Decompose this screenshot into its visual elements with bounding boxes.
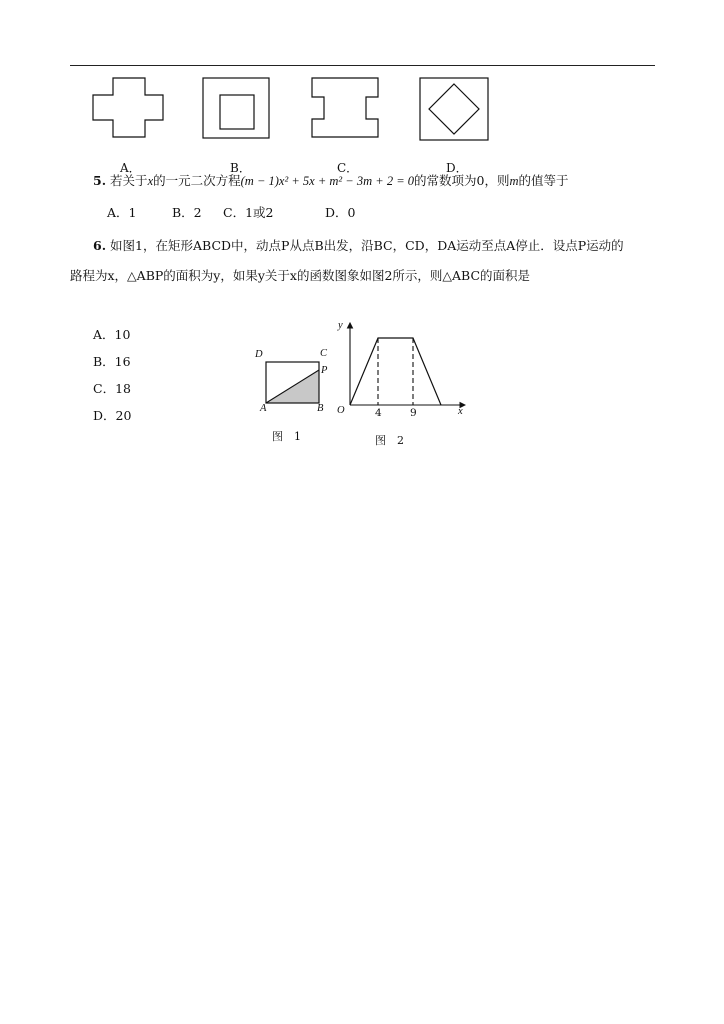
question-6-number: 6. xyxy=(93,238,107,253)
q6-choice-b: B．16 xyxy=(93,354,131,369)
tick-label-4: 4 xyxy=(375,407,382,419)
label-b: B xyxy=(317,403,324,414)
option-label-c: C． xyxy=(337,161,359,175)
q5-choice-b: B．2 xyxy=(172,205,202,220)
q5-var-m: m xyxy=(509,174,519,188)
axis-label-x: x xyxy=(458,406,463,417)
option-label-a: A． xyxy=(120,161,141,175)
question-5-number: 5. xyxy=(93,173,107,188)
origin-label: O xyxy=(337,405,345,416)
q5-equation: (m − 1)x² + 5x + m² − 3m + 2 = 0 xyxy=(240,174,414,188)
q5-text-end: 的值等于 xyxy=(518,173,569,188)
tick-label-9: 9 xyxy=(410,407,417,419)
label-p: P xyxy=(321,365,328,376)
q5-choice-c: C．1或2 xyxy=(223,205,274,220)
option-label-d: D． xyxy=(446,161,468,175)
figure-2-caption: 图 2 xyxy=(375,434,404,447)
q5-var-x: x xyxy=(147,174,154,188)
q5-text-before: 若关于 xyxy=(110,173,148,188)
axis-label-y: y xyxy=(338,320,343,331)
q6-line-2-text: 路程为x，△ABP的面积为y，如果y关于x的函数图象如图2所示，则△ABC的面积是 xyxy=(70,268,531,283)
label-d: D xyxy=(255,349,263,360)
q6-line-1-text: 如图1，在矩形ABCD中，动点P从点B出发，沿BC，CD，DA运动至点A停止．设点P运动的 xyxy=(110,238,624,253)
q6-choice-c: C．18 xyxy=(93,381,131,396)
q5-text-after: 的常数项为0，则 xyxy=(414,173,510,188)
label-a: A xyxy=(260,403,267,414)
figure-1-caption: 图 1 xyxy=(272,430,301,443)
q5-choice-a: A．1 xyxy=(107,205,137,220)
q6-choice-d: D．20 xyxy=(93,408,132,423)
q6-choice-a: A．10 xyxy=(93,327,131,342)
option-label-b: B． xyxy=(230,161,251,175)
figure-2-graph xyxy=(0,0,724,460)
q5-choice-d: D．0 xyxy=(325,205,356,220)
function-graph xyxy=(350,338,441,405)
q5-text-mid: 的一元二次方程 xyxy=(153,173,241,188)
label-c: C xyxy=(320,348,328,359)
